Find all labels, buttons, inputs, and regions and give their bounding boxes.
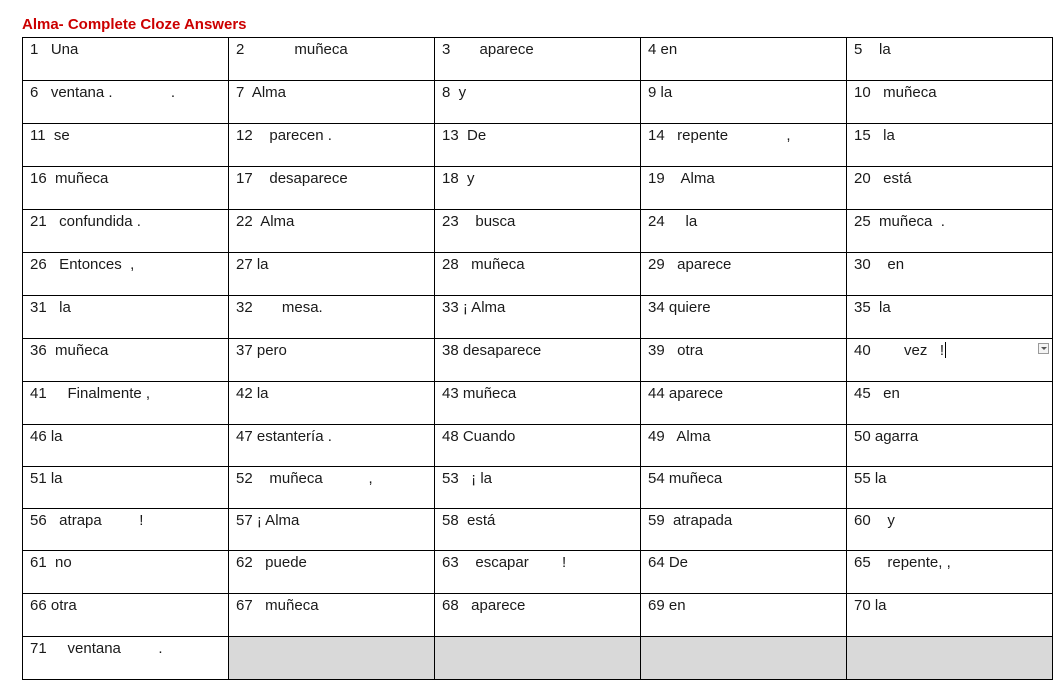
cell-text: 25 muñeca . xyxy=(854,213,945,230)
table-row xyxy=(23,509,1053,551)
answer-cell-56[interactable] xyxy=(23,509,229,551)
answer-cell-60[interactable] xyxy=(847,509,1053,551)
cell-text: 13 De xyxy=(442,127,487,144)
cell-text: 38 desaparece xyxy=(442,342,542,359)
answer-cell-7[interactable] xyxy=(229,81,435,124)
cell-text: 48 Cuando xyxy=(442,428,516,445)
answer-cell-44[interactable] xyxy=(641,382,847,425)
table-row xyxy=(23,124,1053,167)
cell-text: 27 la xyxy=(236,256,269,273)
answer-cell-22[interactable] xyxy=(229,210,435,253)
dropdown-arrow-icon[interactable] xyxy=(1038,343,1049,354)
cell-text: 28 muñeca xyxy=(442,256,525,273)
answer-cell-31[interactable] xyxy=(23,296,229,339)
cell-text: 14 repente , xyxy=(648,127,791,144)
answers-table-body xyxy=(23,38,1053,680)
answer-cell-52[interactable] xyxy=(229,467,435,509)
answer-cell-27[interactable] xyxy=(229,253,435,296)
empty-cell xyxy=(847,637,1053,680)
answer-cell-34[interactable] xyxy=(641,296,847,339)
answer-cell-11[interactable] xyxy=(23,124,229,167)
answer-cell-45[interactable] xyxy=(847,382,1053,425)
answer-cell-14[interactable] xyxy=(641,124,847,167)
answer-cell-55[interactable] xyxy=(847,467,1053,509)
answer-cell-54[interactable] xyxy=(641,467,847,509)
cell-text: 69 en xyxy=(648,597,686,614)
table-row xyxy=(23,551,1053,594)
table-row xyxy=(23,38,1053,81)
answer-cell-61[interactable] xyxy=(23,551,229,594)
answer-cell-21[interactable] xyxy=(23,210,229,253)
cell-text: 52 muñeca , xyxy=(236,470,373,487)
table-row xyxy=(23,594,1053,637)
cell-text: 41 Finalmente , xyxy=(30,385,151,402)
cell-text: 53 ¡ la xyxy=(442,470,493,487)
cell-text: 30 en xyxy=(854,256,905,273)
cell-text: 55 la xyxy=(854,470,887,487)
answer-cell-46[interactable] xyxy=(23,425,229,467)
table-row xyxy=(23,339,1053,382)
answer-cell-67[interactable] xyxy=(229,594,435,637)
answer-cell-8[interactable] xyxy=(435,81,641,124)
answer-cell-12[interactable] xyxy=(229,124,435,167)
answer-cell-26[interactable] xyxy=(23,253,229,296)
cell-text: 22 Alma xyxy=(236,213,295,230)
table-row xyxy=(23,425,1053,467)
answer-cell-40[interactable] xyxy=(847,339,1053,382)
cell-text: 39 otra xyxy=(648,342,704,359)
cell-text: 11 se xyxy=(30,127,70,144)
cell-text: 65 repente, , xyxy=(854,554,951,571)
table-row xyxy=(23,81,1053,124)
cell-text: 6 ventana . . xyxy=(30,84,176,101)
answer-cell-13[interactable] xyxy=(435,124,641,167)
cell-text: 35 la xyxy=(854,299,891,316)
answer-cell-28[interactable] xyxy=(435,253,641,296)
answer-cell-5[interactable] xyxy=(847,38,1053,81)
cell-text: 12 parecen . xyxy=(236,127,332,144)
cell-text: 9 la xyxy=(648,84,673,101)
cell-text: 24 la xyxy=(648,213,698,230)
answer-cell-20[interactable] xyxy=(847,167,1053,210)
cell-text: 44 aparece xyxy=(648,385,724,402)
answer-cell-23[interactable] xyxy=(435,210,641,253)
answer-cell-2[interactable] xyxy=(229,38,435,81)
empty-cell xyxy=(229,637,435,680)
cell-text: 62 puede xyxy=(236,554,307,571)
answer-cell-43[interactable] xyxy=(435,382,641,425)
answer-cell-6[interactable] xyxy=(23,81,229,124)
document-title: Alma- Complete Cloze Answers xyxy=(22,16,247,33)
cell-text: 47 estantería . xyxy=(236,428,332,445)
answer-cell-32[interactable] xyxy=(229,296,435,339)
cell-text: 16 muñeca xyxy=(30,170,109,187)
cell-text: 57 ¡ Alma xyxy=(236,512,300,529)
answer-cell-3[interactable] xyxy=(435,38,641,81)
answer-cell-36[interactable] xyxy=(23,339,229,382)
answer-cell-62[interactable] xyxy=(229,551,435,594)
empty-cell xyxy=(435,637,641,680)
answer-cell-48[interactable] xyxy=(435,425,641,467)
cell-text: 67 muñeca xyxy=(236,597,319,614)
cell-text: 45 en xyxy=(854,385,900,402)
cell-text: 8 y xyxy=(442,84,467,101)
cell-text: 20 está xyxy=(854,170,912,187)
cell-text: 50 agarra xyxy=(854,428,919,445)
answer-cell-41[interactable] xyxy=(23,382,229,425)
answer-cell-25[interactable] xyxy=(847,210,1053,253)
cell-text: 46 la xyxy=(30,428,63,445)
cell-text: 32 mesa. xyxy=(236,299,323,316)
answer-cell-50[interactable] xyxy=(847,425,1053,467)
cell-text: 10 muñeca xyxy=(854,84,937,101)
table-row xyxy=(23,637,1053,680)
answer-cell-37[interactable] xyxy=(229,339,435,382)
table-row xyxy=(23,253,1053,296)
answer-cell-30[interactable] xyxy=(847,253,1053,296)
cell-text: 1 Una xyxy=(30,41,79,58)
answer-cell-10[interactable] xyxy=(847,81,1053,124)
cell-text: 68 aparece xyxy=(442,597,526,614)
cell-text: 33 ¡ Alma xyxy=(442,299,506,316)
answer-cell-18[interactable] xyxy=(435,167,641,210)
table-row xyxy=(23,167,1053,210)
cell-text: 29 aparece xyxy=(648,256,732,273)
cell-text: 66 otra xyxy=(30,597,77,614)
cell-text: 21 confundida . xyxy=(30,213,141,230)
cell-text: 59 atrapada xyxy=(648,512,733,529)
cell-text: 5 la xyxy=(854,41,891,58)
cell-text: 70 la xyxy=(854,597,887,614)
answer-cell-68[interactable] xyxy=(435,594,641,637)
answer-cell-65[interactable] xyxy=(847,551,1053,594)
cell-text: 7 Alma xyxy=(236,84,287,101)
cell-text: 49 Alma xyxy=(648,428,711,445)
answer-cell-24[interactable] xyxy=(641,210,847,253)
cell-text: 56 atrapa ! xyxy=(30,512,144,529)
cell-text: 42 la xyxy=(236,385,269,402)
answer-cell-71[interactable] xyxy=(23,637,229,680)
cell-text: 37 pero xyxy=(236,342,287,359)
empty-cell xyxy=(641,637,847,680)
answer-cell-59[interactable] xyxy=(641,509,847,551)
cell-text: 31 la xyxy=(30,299,71,316)
cell-text: 60 y xyxy=(854,512,895,529)
cell-text: 71 ventana . xyxy=(30,640,163,657)
cell-text: 19 Alma xyxy=(648,170,715,187)
cell-text: 15 la xyxy=(854,127,895,144)
answer-cell-16[interactable] xyxy=(23,167,229,210)
answer-cell-57[interactable] xyxy=(229,509,435,551)
cell-text: 36 muñeca xyxy=(30,342,109,359)
cell-text: 64 De xyxy=(648,554,689,571)
cell-text: 58 está xyxy=(442,512,496,529)
cell-text: 40 vez ! xyxy=(854,342,945,359)
answer-cell-53[interactable] xyxy=(435,467,641,509)
table-row xyxy=(23,210,1053,253)
cell-text: 63 escapar ! xyxy=(442,554,567,571)
cell-text: 18 y xyxy=(442,170,475,187)
answer-cell-38[interactable] xyxy=(435,339,641,382)
answer-cell-1[interactable] xyxy=(23,38,229,81)
answer-cell-19[interactable] xyxy=(641,167,847,210)
cell-text: 4 en xyxy=(648,41,678,58)
answer-cell-51[interactable] xyxy=(23,467,229,509)
answers-table xyxy=(22,37,1053,680)
answer-cell-66[interactable] xyxy=(23,594,229,637)
answer-cell-49[interactable] xyxy=(641,425,847,467)
answer-cell-64[interactable] xyxy=(641,551,847,594)
cell-text: 3 aparece xyxy=(442,41,534,58)
cell-text: 34 quiere xyxy=(648,299,711,316)
answer-cell-69[interactable] xyxy=(641,594,847,637)
answer-cell-17[interactable] xyxy=(229,167,435,210)
answer-cell-33[interactable] xyxy=(435,296,641,339)
answer-cell-39[interactable] xyxy=(641,339,847,382)
answer-cell-29[interactable] xyxy=(641,253,847,296)
answer-cell-58[interactable] xyxy=(435,509,641,551)
cell-text: 17 desaparece xyxy=(236,170,348,187)
table-row xyxy=(23,296,1053,339)
table-row xyxy=(23,467,1053,509)
cell-text: 2 muñeca xyxy=(236,41,348,58)
answer-cell-9[interactable] xyxy=(641,81,847,124)
answer-cell-47[interactable] xyxy=(229,425,435,467)
answer-cell-4[interactable] xyxy=(641,38,847,81)
answer-cell-35[interactable] xyxy=(847,296,1053,339)
answer-cell-70[interactable] xyxy=(847,594,1053,637)
cell-text: 23 busca xyxy=(442,213,516,230)
answer-cell-15[interactable] xyxy=(847,124,1053,167)
cell-text: 51 la xyxy=(30,470,63,487)
cell-text: 54 muñeca xyxy=(648,470,723,487)
answer-cell-63[interactable] xyxy=(435,551,641,594)
table-row xyxy=(23,382,1053,425)
text-cursor xyxy=(945,342,946,358)
cell-text: 61 no xyxy=(30,554,72,571)
cell-text: 26 Entonces , xyxy=(30,256,135,273)
answer-cell-42[interactable] xyxy=(229,382,435,425)
cell-text: 43 muñeca xyxy=(442,385,517,402)
